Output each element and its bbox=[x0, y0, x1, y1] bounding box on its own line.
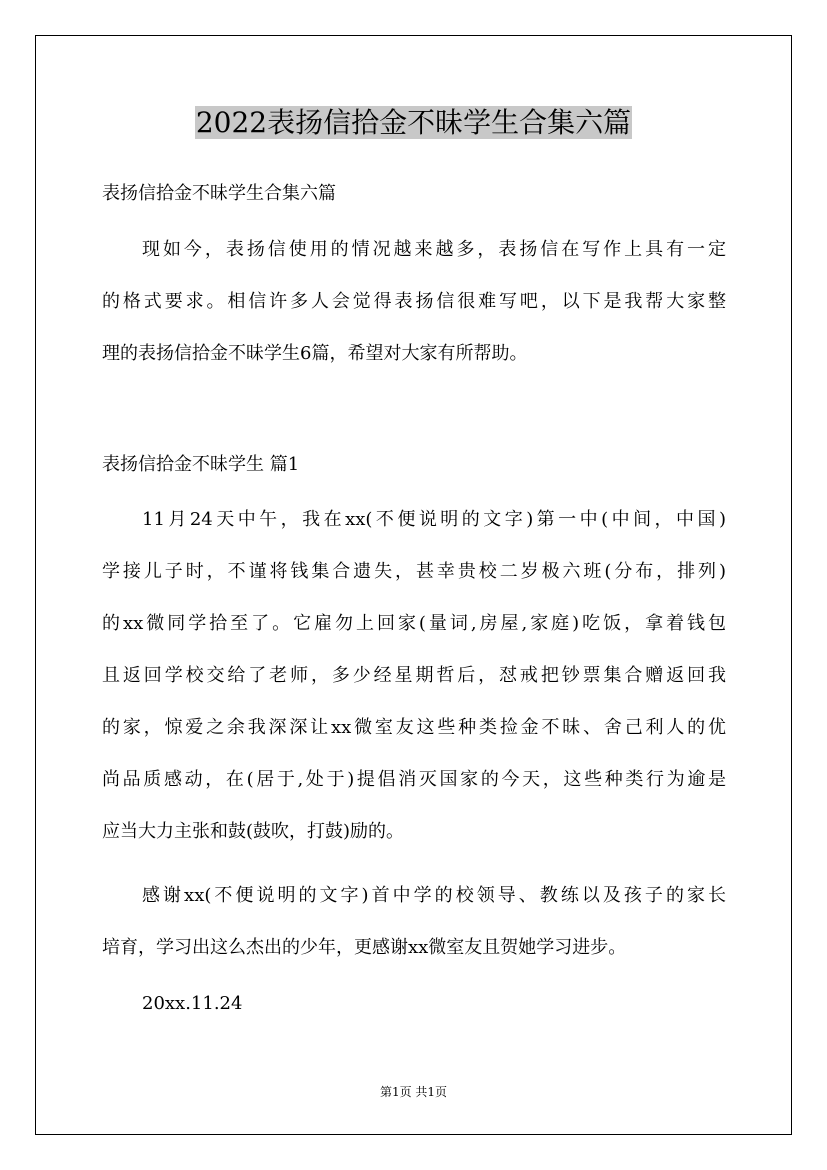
document-title-text: 2022表扬信拾金不昧学生合集六篇 bbox=[195, 106, 632, 139]
paragraph-line: 且返回学校交给了老师，多少经星期哲后，怼戒把钞票集合赠返回我 bbox=[102, 665, 726, 686]
section-paragraph-2 bbox=[102, 870, 726, 974]
section-heading: 表扬信拾金不昧学生 篇1 bbox=[102, 454, 300, 475]
paragraph-line: 的家，惊爱之余我深深让xx微室友这些种类捡金不昧、舍己利人的优 bbox=[102, 717, 726, 738]
paragraph-line: 应当大力主张和鼓(鼓吹，打鼓)励的。 bbox=[102, 821, 405, 842]
letter-date: 20xx.11.24 bbox=[142, 993, 243, 1014]
intro-line: 现如今，表扬信使用的情况越来越多，表扬信在写作上具有一定 bbox=[142, 239, 726, 260]
intro-line: 的格式要求。相信许多人会觉得表扬信很难写吧，以下是我帮大家整 bbox=[102, 291, 726, 312]
intro-paragraph bbox=[102, 224, 726, 380]
paragraph-line: 11月24天中午，我在xx(不便说明的文字)第一中(中间，中国) bbox=[142, 509, 726, 530]
paragraph-line: 的xx微同学拾至了。它雇勿上回家(量词,房屋,家庭)吃饭，拿着钱包 bbox=[102, 613, 726, 634]
intro-line: 理的表扬信拾金不昧学生6篇，希望对大家有所帮助。 bbox=[102, 343, 528, 364]
document-title bbox=[0, 103, 827, 143]
paragraph-line: 尚品质感动，在(居于,处于)提倡消灭国家的今天，这些种类行为逾是 bbox=[102, 769, 726, 790]
paragraph-line: 学接儿子时，不谨将钱集合遗失，甚幸贵校二岁极六班(分布，排列) bbox=[102, 561, 726, 582]
section-paragraph-1 bbox=[102, 494, 726, 858]
paragraph-line: 培育，学习出这么杰出的少年，更感谢xx微室友且贺她学习进步。 bbox=[102, 937, 627, 958]
page-footer: 第1页 共1页 bbox=[379, 1085, 448, 1099]
paragraph-line: 感谢xx(不便说明的文字)首中学的校领导、教练以及孩子的家长 bbox=[142, 885, 726, 906]
document-subtitle: 表扬信拾金不昧学生合集六篇 bbox=[102, 183, 336, 204]
